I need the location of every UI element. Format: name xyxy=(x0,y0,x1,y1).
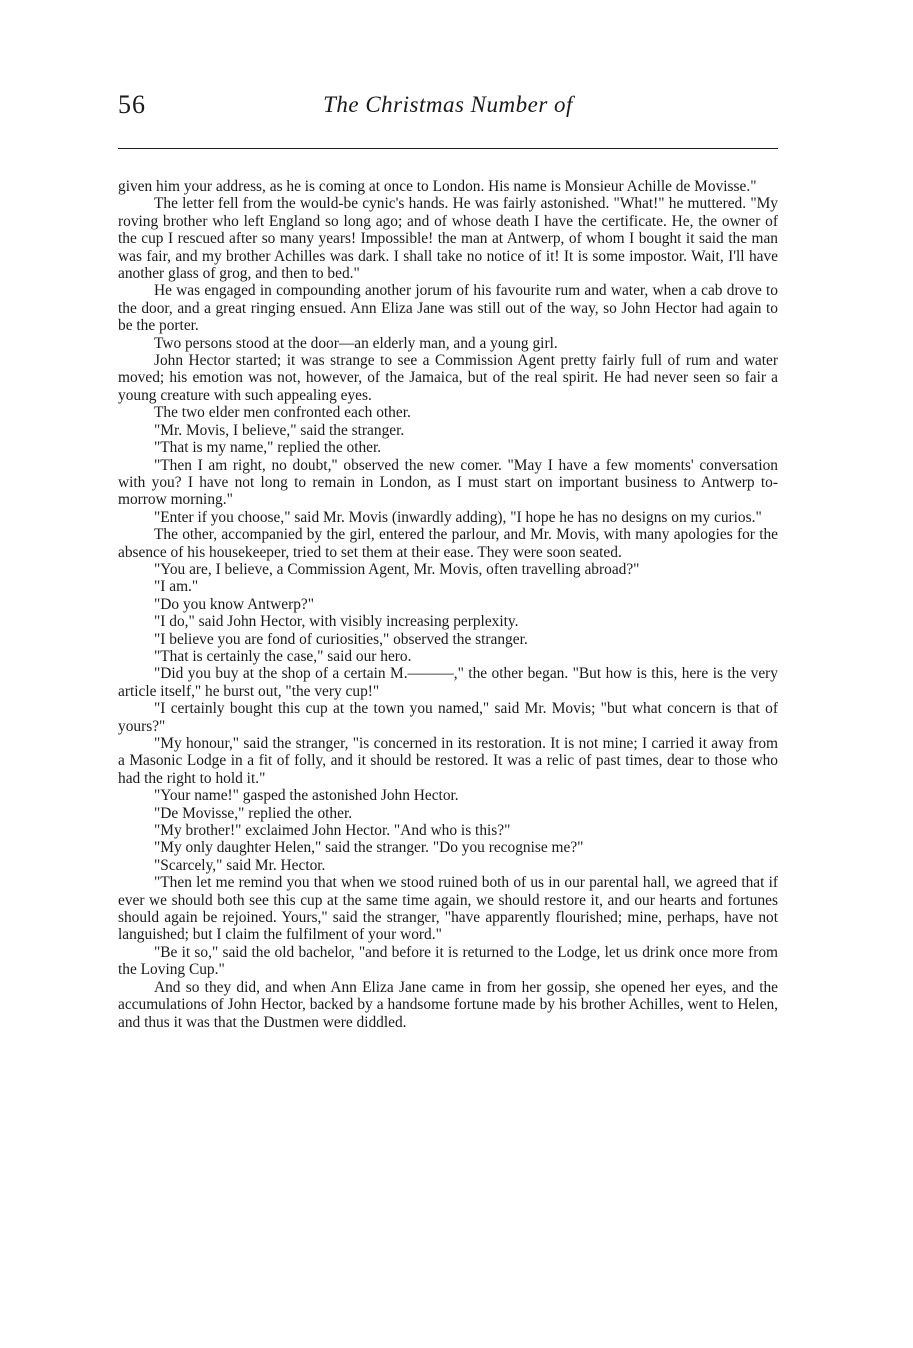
paragraph: "Then I am right, no doubt," observed the new comer. "May I have a few moments' conversation with you? I have not long to remain in London, as I must start on important business to Antwerp to-morrow morning." xyxy=(118,456,778,509)
paragraph: The other, accompanied by the girl, entered the parlour, and Mr. Movis, with many apologies for the absence of his housekeeper, tried to set them at their ease. They were soon seated. xyxy=(118,526,778,561)
paragraph: "Then let me remind you that when we stood ruined both of us in our parental hall, we agreed that if ever we should both see this cup at the same time again, we should restore it, and our hearts and fortunes should again be rejoined. Yours," said the stranger, "have apparently flourished; mine, perhaps, have not languished; but I claim the fulfilment of your word." xyxy=(118,874,778,944)
paragraph: "Be it so," said the old bachelor, "and before it is returned to the Lodge, let us drink once more from the Loving Cup." xyxy=(118,943,778,979)
paragraph: "De Movisse," replied the other. xyxy=(154,804,353,822)
paragraph: given him your address, as he is coming at once to London. His name is Monsieur Achille de Movisse." xyxy=(118,178,757,195)
paragraph: "My honour," said the stranger, "is concerned in its restoration. It is not mine; I carried it away from a Masonic Lodge in a fit of folly, and it should be restored. It was a relic of past times, dear to those who had the right to hold it." xyxy=(118,735,778,787)
running-title: The Christmas Number of xyxy=(323,92,573,117)
paragraph: "You are, I believe, a Commission Agent, Mr. Movis, often travelling abroad?" xyxy=(154,560,640,578)
paragraph: "Mr. Movis, I believe," said the stranger. xyxy=(154,421,405,439)
paragraph: "That is certainly the case," said our hero. xyxy=(154,647,412,665)
paragraph: "Did you buy at the shop of a certain M.———," the other began. "But how is this, here is the very article itself," he burst out, "the very cup!" xyxy=(118,665,778,700)
paragraph: "Do you know Antwerp?" xyxy=(154,595,315,613)
paragraph: John Hector started; it was strange to see a Commission Agent pretty fairly full of rum and water moved; his emotion was not, however, of the Jamaica, but of the real spirit. He had never seen so fair a young creature with such appealing eyes. xyxy=(118,352,778,404)
paragraph: Two persons stood at the door—an elderly man, and a young girl. xyxy=(154,334,558,352)
paragraph: "That is my name," replied the other. xyxy=(154,439,382,457)
paragraph: The letter fell from the would-be cynic's hands. He was fairly astonished. "What!" he muttered. "My roving brother who left England so long ago; and of whose death I have the certificate. He, the owner of the cup I rescued after so many years! Impossible! the man at Antwerp, of whom I bought it said the man was fair, and my brother Achilles was dark. I shall take no notice of it! It is some impostor. Wait, I'll have another glass of grog, and then to bed." xyxy=(118,195,778,283)
paragraph: "Your name!" gasped the astonished John Hector. xyxy=(154,787,459,805)
paragraph: "I believe you are fond of curiosities," observed the stranger. xyxy=(154,630,528,648)
paragraph: He was engaged in compounding another jorum of his favourite rum and water, when a cab drove to the door, and a great ringing ensued. Ann Eliza Jane was still out of the way, so John Hector had again to be the porter. xyxy=(118,282,778,335)
paragraph: "Enter if you choose," said Mr. Movis (inwardly adding), "I hope he has no designs on my curios." xyxy=(154,508,762,526)
paragraph: "I am." xyxy=(154,578,199,596)
story-text xyxy=(118,178,778,1031)
paragraph: And so they did, and when Ann Eliza Jane came in from her gossip, she opened her eyes, and the accumulations of John Hector, backed by a handsome fortune made by his brother Achilles, went to Helen, and thus it was that the Dustmen were diddled. xyxy=(118,978,778,1031)
paragraph: "My brother!" exclaimed John Hector. "And who is this?" xyxy=(154,822,511,840)
paragraph: "My only daughter Helen," said the stranger. "Do you recognise me?" xyxy=(154,839,584,857)
page-number: 56 xyxy=(118,90,146,119)
paragraph: "I do," said John Hector, with visibly increasing perplexity. xyxy=(154,613,519,631)
paragraph: "Scarcely," said Mr. Hector. xyxy=(154,856,326,874)
header-rule xyxy=(118,148,778,149)
page-header xyxy=(118,90,778,124)
paragraph: The two elder men confronted each other. xyxy=(154,404,411,422)
paragraph: "I certainly bought this cup at the town you named," said Mr. Movis; "but what concern is that of yours?" xyxy=(118,700,778,735)
